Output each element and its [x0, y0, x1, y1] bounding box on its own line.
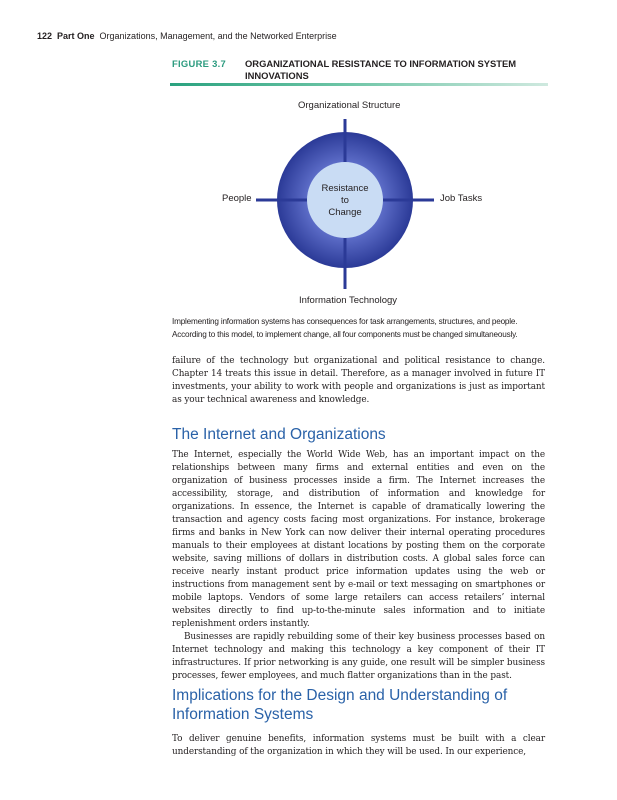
page-number: 122 — [37, 31, 53, 41]
center-label-line-2: to — [341, 195, 349, 206]
implications-paragraph-1: To deliver genuine benefits, information systems must be built with a clear understanding of the organization in which they will be used. In our experience, — [172, 734, 545, 757]
figure-note — [172, 316, 550, 341]
section-internet-body — [172, 449, 545, 683]
label-job-tasks: Job Tasks — [440, 193, 483, 204]
part-label: Part One — [57, 31, 95, 41]
intro-paragraph: failure of the technology but organizational and political resistance to change. Chapter 14 treats this issue in detail. Therefore, as a manager involved in future IT investments, your ability to work with people and organizations is just as important as your technical awareness and knowledge. — [172, 356, 545, 405]
label-organizational-structure: Organizational Structure — [298, 100, 401, 111]
implications-heading-line-1: Implications for the Design and Understanding of — [172, 687, 508, 704]
figure-label: FIGURE 3.7 — [172, 58, 227, 69]
figure-rule — [170, 83, 548, 86]
resistance-diagram — [170, 92, 550, 314]
internet-paragraph-2: Businesses are rapidly rebuilding some of their key business processes based on Internet technology and making this technology a key component of their IT infrastructures. If prior networking is any guide, one result will be simpler business processes, fewer employees, and much flatter organizations than in the past. — [172, 632, 545, 681]
section-heading-internet: The Internet and Organizations — [172, 426, 386, 443]
center-label — [315, 183, 375, 219]
internet-paragraph-1: The Internet, especially the World Wide Web, has an important impact on the relationships between many firms and external entities and even on the organization of business processes inside a firm. The Internet increases the accessibility, storage, and distribution of information and knowledge for organizations. In essence, the Internet is capable of dramatically lowering the transaction and agency costs facing most organizations. For instance, brokerage firms and banks in New York can now deliver their internal operating procedures manuals to their employees at distant locations by posting them on the corporate website, saving millions of dollars in distribution costs. A global sales force can receive nearly instant product price information updates using the web or instructions from management sent by e-mail or text messaging on smartphones or mobile laptops. Vendors of some large retailers can access retailers’ internal websites directly to find up-to-the-minute sales information and to initiate replenishment orders instantly. — [172, 450, 545, 629]
figure-caption — [172, 58, 552, 81]
figure-note-line-1: Implementing information systems has consequences for task arrangements, structures, and people. — [172, 317, 518, 326]
figure-title: ORGANIZATIONAL RESISTANCE TO INFORMATION SYSTEM INNOVATIONS — [245, 58, 517, 81]
running-head-title: Organizations, Management, and the Networked Enterprise — [99, 31, 337, 41]
intro-paragraph-block — [172, 355, 545, 407]
figure-note-line-2: According to this model, to implement change, all four components must be changed simultaneously. — [172, 329, 518, 339]
section-heading-implications — [172, 686, 552, 724]
center-label-line-3: Change — [328, 207, 362, 218]
implications-heading-line-2: Information Systems — [172, 706, 314, 723]
label-information-technology: Information Technology — [299, 295, 398, 306]
center-label-line-1: Resistance — [321, 183, 369, 194]
section-implications-body — [172, 733, 545, 759]
running-head — [37, 31, 337, 41]
label-people: People — [222, 193, 252, 204]
